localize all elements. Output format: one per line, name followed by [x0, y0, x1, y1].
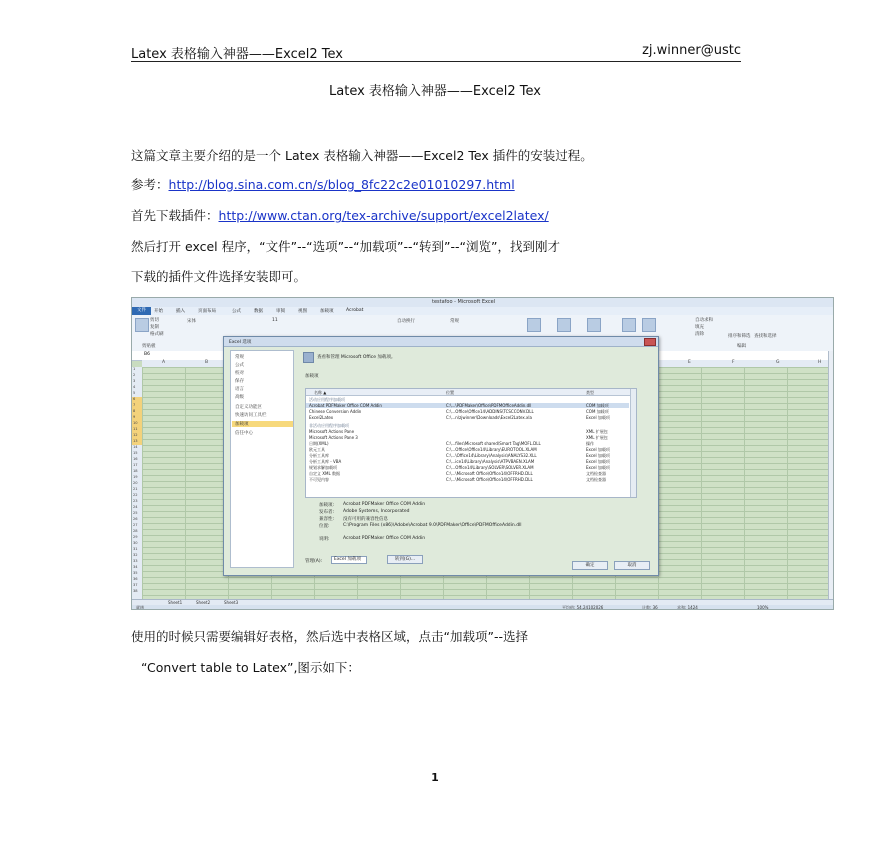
- addin-row-name[interactable]: Excel2Latex: [309, 415, 334, 420]
- addin-row-name[interactable]: Microsoft Actions Pane: [309, 429, 355, 434]
- col-header-b[interactable]: B: [205, 360, 209, 365]
- excel-window-title: testafoo - Microsoft Excel: [432, 299, 496, 305]
- header-right-text: zj.winner@ustc: [642, 43, 741, 58]
- addin-row-location: C:\...n\zjwinner\Downloads\Excel2Latex.xla: [446, 415, 532, 420]
- ribbon-group-clipboard: 剪贴板: [142, 344, 156, 349]
- addin-row-name[interactable]: 规划求解加载项: [309, 465, 337, 470]
- dialog-main: [297, 350, 653, 566]
- header-left-text: Latex 表格输入神器——Excel2 Tex: [131, 47, 343, 62]
- row-header[interactable]: 5: [133, 391, 136, 395]
- vertical-scrollbar[interactable]: [828, 351, 834, 599]
- dialog-nav: [230, 350, 294, 568]
- ribbon-tab-page-layout[interactable]: 页面布局: [198, 309, 216, 314]
- addin-row-location: C:\...ice14\Library\Analysis\ATPVBAEN.XLAM: [446, 459, 535, 464]
- paragraph-convert: “Convert table to Latex”,图示如下：: [141, 660, 360, 675]
- addin-row-type: 文档检查器: [586, 477, 606, 482]
- row-header[interactable]: 1: [133, 367, 136, 371]
- col-header-g[interactable]: G: [776, 360, 780, 365]
- ribbon-group-editing: 编辑: [737, 344, 746, 349]
- col-header-f[interactable]: F: [732, 360, 735, 365]
- paragraph-intro: 这篇文章主要介绍的是一个 Latex 表格输入神器——Excel2 Tex 插件的安装过程。: [131, 148, 593, 163]
- row-header[interactable]: 20: [133, 481, 138, 485]
- addin-row-type: Excel 加载项: [586, 459, 610, 464]
- row-header[interactable]: 11: [133, 427, 138, 431]
- addin-row-name[interactable]: 分析工具库 - VBA: [309, 459, 342, 464]
- addin-row-name[interactable]: Chinese Conversion Addin: [309, 409, 362, 414]
- ribbon-tab-insert[interactable]: 插入: [176, 309, 185, 314]
- addin-row-name[interactable]: 不可见内容: [309, 477, 329, 482]
- cell-style-icon[interactable]: [587, 318, 601, 332]
- row-header[interactable]: 8: [133, 409, 136, 413]
- ribbon-find-select[interactable]: 查找和选择: [754, 334, 777, 339]
- row-header[interactable]: 31: [133, 547, 138, 551]
- row-header[interactable]: 4: [133, 385, 136, 389]
- ribbon-sort-filter[interactable]: 排序和筛选: [728, 334, 751, 339]
- addin-row-type: XML 扩展包: [586, 429, 608, 434]
- addin-row-location: C:\...\Microsoft Office\Office14\OFFRHD.DLL: [446, 477, 533, 482]
- nav-item-addins[interactable]: 加载项: [232, 421, 293, 427]
- ribbon-tab-formulas[interactable]: 公式: [232, 309, 241, 314]
- detail-location-value: C:\Program Files (x86)\Adobe\Acrobat 9.0\PDFMaker\Office\PDFMOfficeAddin.dll: [343, 523, 522, 528]
- row-header[interactable]: 7: [133, 403, 136, 407]
- status-average: 平均值: 54.24102026: [562, 605, 604, 610]
- row-header[interactable]: 23: [133, 499, 138, 503]
- addin-row-type: 操作: [586, 441, 594, 446]
- nav-item-language[interactable]: 语言: [235, 387, 244, 392]
- row-header[interactable]: 6: [133, 397, 136, 401]
- manage-label: 管理(A):: [305, 559, 323, 564]
- header-name[interactable]: 名称 ▲: [314, 390, 327, 395]
- ribbon-tab-home[interactable]: 开始: [154, 309, 163, 314]
- row-header[interactable]: 16: [133, 457, 138, 461]
- addins-icon: [303, 352, 314, 363]
- addin-row-type: Excel 加载项: [586, 453, 610, 458]
- nav-item-save[interactable]: 保存: [235, 379, 244, 384]
- nav-item-customize-ribbon[interactable]: 自定义功能区: [235, 405, 262, 410]
- ribbon-font-size[interactable]: 11: [272, 318, 278, 323]
- excel-options-dialog: [223, 336, 659, 576]
- addin-row-location: C:\...Office\Office14\ADDINS\TCSCCONV.DLL: [446, 409, 534, 414]
- row-header[interactable]: 17: [133, 463, 138, 467]
- ribbon-tab-review[interactable]: 审阅: [276, 309, 285, 314]
- row-header[interactable]: 27: [133, 523, 138, 527]
- nav-item-general[interactable]: 常规: [235, 355, 244, 360]
- name-box[interactable]: B6: [144, 352, 150, 357]
- excel-screenshot: [131, 297, 834, 610]
- table-format-icon[interactable]: [557, 318, 571, 332]
- ribbon-wrap-text[interactable]: 自动换行: [397, 319, 415, 324]
- addins-table-header: [306, 389, 636, 396]
- addin-row-name[interactable]: 分析工具库: [309, 453, 329, 458]
- nav-item-formulas[interactable]: 公式: [235, 363, 244, 368]
- ribbon-fill[interactable]: 填充: [695, 325, 704, 330]
- status-bar: [132, 605, 834, 610]
- ribbon-tab-data[interactable]: 数据: [254, 309, 263, 314]
- nav-item-trust-center[interactable]: 信任中心: [235, 431, 253, 436]
- row-header[interactable]: 2: [133, 373, 136, 377]
- status-sum: 求和: 1424: [677, 605, 698, 610]
- paragraph-install-finish: 下载的插件文件选择安装即可。: [131, 269, 307, 284]
- row-header[interactable]: 34: [133, 565, 138, 569]
- dialog-titlebar: [224, 337, 658, 347]
- detail-desc-label: 说明:: [319, 537, 330, 542]
- paragraph-download: [131, 206, 549, 224]
- paragraph-reference: [131, 175, 515, 193]
- addin-row-location: C:\...\Office14\Library\Analysis\ANALYS32.XLL: [446, 453, 537, 458]
- group-inactive: 非活动应用程序加载项: [309, 423, 349, 428]
- addin-row-name[interactable]: Acrobat PDFMaker Office COM Addin: [309, 403, 382, 408]
- row-header[interactable]: 21: [133, 487, 138, 491]
- col-header-a[interactable]: A: [162, 360, 166, 365]
- paragraph-install-steps: 然后打开 excel 程序，“文件”--“选项”--“加载项”--“转到”--“浏览”，找到刚才: [131, 239, 560, 254]
- paste-icon[interactable]: [135, 318, 149, 332]
- ribbon-autosum[interactable]: 自动求和: [695, 318, 713, 323]
- reference-label: 参考：: [131, 177, 169, 192]
- detail-publisher-label: 发布者:: [319, 510, 335, 515]
- addin-row-type: Excel 加载项: [586, 465, 610, 470]
- ribbon-tab-addins[interactable]: 加载项: [320, 309, 334, 314]
- ribbon-font-name[interactable]: 宋体: [187, 319, 196, 324]
- addins-table: [305, 388, 637, 498]
- row-header[interactable]: 38: [133, 589, 138, 593]
- row-header[interactable]: 37: [133, 583, 138, 587]
- row-header[interactable]: 30: [133, 541, 138, 545]
- dialog-heading: 查看和管理 Microsoft Office 加载项。: [317, 355, 396, 360]
- reference-link[interactable]: http://blog.sina.com.cn/s/blog_8fc22c2e01010297.html: [168, 177, 515, 192]
- ribbon-number-format[interactable]: 常规: [450, 319, 459, 324]
- row-header[interactable]: 26: [133, 517, 138, 521]
- conditional-format-icon[interactable]: [527, 318, 541, 332]
- header-location[interactable]: 位置: [446, 390, 454, 395]
- row-header[interactable]: 19: [133, 475, 138, 479]
- addin-row-type: XML 扩展包: [586, 435, 608, 440]
- row-header[interactable]: 18: [133, 469, 138, 473]
- status-count: 计数: 36: [642, 605, 658, 610]
- addin-row-type: 文档检查器: [586, 471, 606, 476]
- cancel-button[interactable]: 取消: [614, 561, 650, 570]
- addin-row-location: C:\...files\Microsoft shared\Smart Tag\MOFL.DLL: [446, 441, 541, 446]
- excel-ribbon-tabs: [132, 307, 834, 315]
- dialog-title: Excel 选项: [229, 340, 252, 345]
- ok-button[interactable]: 确定: [572, 561, 608, 570]
- row-header[interactable]: 25: [133, 511, 138, 515]
- row-header[interactable]: 3: [133, 379, 136, 383]
- detail-addin-value: Acrobat PDFMaker Office COM Addin: [343, 502, 426, 507]
- sheet-tab-3[interactable]: Sheet3: [224, 600, 239, 605]
- header-type[interactable]: 类型: [586, 390, 594, 395]
- row-header[interactable]: 32: [133, 553, 138, 557]
- delete-cells-icon[interactable]: [642, 318, 656, 332]
- addin-row-name[interactable]: 日期(XML): [309, 441, 329, 446]
- sheet-tab-2[interactable]: Sheet2: [196, 600, 211, 605]
- table-scrollbar[interactable]: [630, 389, 636, 497]
- row-header[interactable]: 12: [133, 433, 138, 437]
- ribbon-cut[interactable]: 剪切: [150, 318, 159, 323]
- row-header[interactable]: 29: [133, 535, 138, 539]
- status-ready: 就绪: [136, 605, 144, 610]
- addin-row-type: COM 加载项: [586, 409, 609, 414]
- detail-compat-value: 没有可用的兼容性信息: [343, 517, 388, 522]
- ribbon-clear[interactable]: 清除: [695, 332, 704, 337]
- ribbon-tab-view[interactable]: 视图: [298, 309, 307, 314]
- page-number: 1: [431, 771, 439, 784]
- row-header[interactable]: 9: [133, 415, 136, 419]
- addin-row-type: Excel 加载项: [586, 447, 610, 452]
- row-header[interactable]: 13: [133, 439, 138, 443]
- ribbon-copy[interactable]: 复制: [150, 325, 159, 330]
- section-addins: 加载项: [305, 374, 319, 379]
- row-header[interactable]: 35: [133, 571, 138, 575]
- manage-select[interactable]: Excel 加载项: [331, 556, 367, 564]
- addin-row-location: C:\...\PDFMaker\Office\PDFMOfficeAddin.dll: [446, 403, 532, 408]
- insert-cells-icon[interactable]: [622, 318, 636, 332]
- detail-addin-label: 加载项:: [319, 503, 335, 508]
- addin-row-type: Excel 加载项: [586, 415, 610, 420]
- ribbon-tab-acrobat[interactable]: Acrobat: [346, 308, 364, 313]
- download-label: 首先下载插件：: [131, 208, 219, 223]
- row-header[interactable]: 28: [133, 529, 138, 533]
- ribbon-tab-file[interactable]: 文件: [132, 307, 151, 315]
- group-active: 活动应用程序加载项: [309, 397, 345, 402]
- header-rule: [131, 61, 741, 62]
- row-header[interactable]: 36: [133, 577, 138, 581]
- download-link[interactable]: http://www.ctan.org/tex-archive/support/excel2latex/: [218, 208, 549, 223]
- detail-desc-value: Acrobat PDFMaker Office COM Addin: [343, 536, 426, 541]
- col-header-h[interactable]: H: [818, 360, 822, 365]
- ribbon-format-painter[interactable]: 格式刷: [150, 332, 164, 337]
- addin-row-type: COM 加载项: [586, 403, 609, 408]
- nav-item-proofing[interactable]: 校对: [235, 371, 244, 376]
- detail-publisher-value: Adobe Systems, Incorporated: [343, 509, 410, 514]
- go-button[interactable]: 转到(G)...: [387, 555, 423, 564]
- row-header[interactable]: 14: [133, 445, 138, 449]
- paragraph-usage: 使用的时候只需要编辑好表格，然后选中表格区域，点击“加载项”--选择: [131, 629, 528, 644]
- row-header[interactable]: 15: [133, 451, 138, 455]
- document-title: Latex 表格输入神器——Excel2 Tex: [329, 84, 541, 99]
- detail-compat-label: 兼容性:: [319, 517, 335, 522]
- addin-row-name[interactable]: Microsoft Actions Pane 3: [309, 435, 358, 440]
- row-header[interactable]: 24: [133, 505, 138, 509]
- col-header-e[interactable]: E: [688, 360, 691, 365]
- addin-row-location: C:\...\Microsoft Office\Office14\OFFRHD.DLL: [446, 471, 533, 476]
- addin-row-name[interactable]: 自定义 XML 数据: [309, 471, 340, 476]
- addin-row-location: C:\...Office\Office14\Library\EUROTOOL.XLAM: [446, 447, 537, 452]
- nav-item-quick-access[interactable]: 快速访问工具栏: [235, 413, 267, 418]
- addin-row-name[interactable]: 欧元工具: [309, 447, 325, 452]
- row-header[interactable]: 33: [133, 559, 138, 563]
- sheet-tab-1[interactable]: Sheet1: [168, 600, 183, 605]
- addin-row-location: C:\...Office14\Library\SOLVER\SOLVER.XLAM: [446, 465, 534, 470]
- detail-location-label: 位置:: [319, 524, 330, 529]
- excel-titlebar: [132, 298, 834, 307]
- row-header[interactable]: 10: [133, 421, 138, 425]
- nav-item-advanced[interactable]: 高级: [235, 395, 244, 400]
- close-icon[interactable]: [644, 338, 656, 346]
- status-zoom[interactable]: 100%: [757, 605, 769, 610]
- row-header[interactable]: 22: [133, 493, 138, 497]
